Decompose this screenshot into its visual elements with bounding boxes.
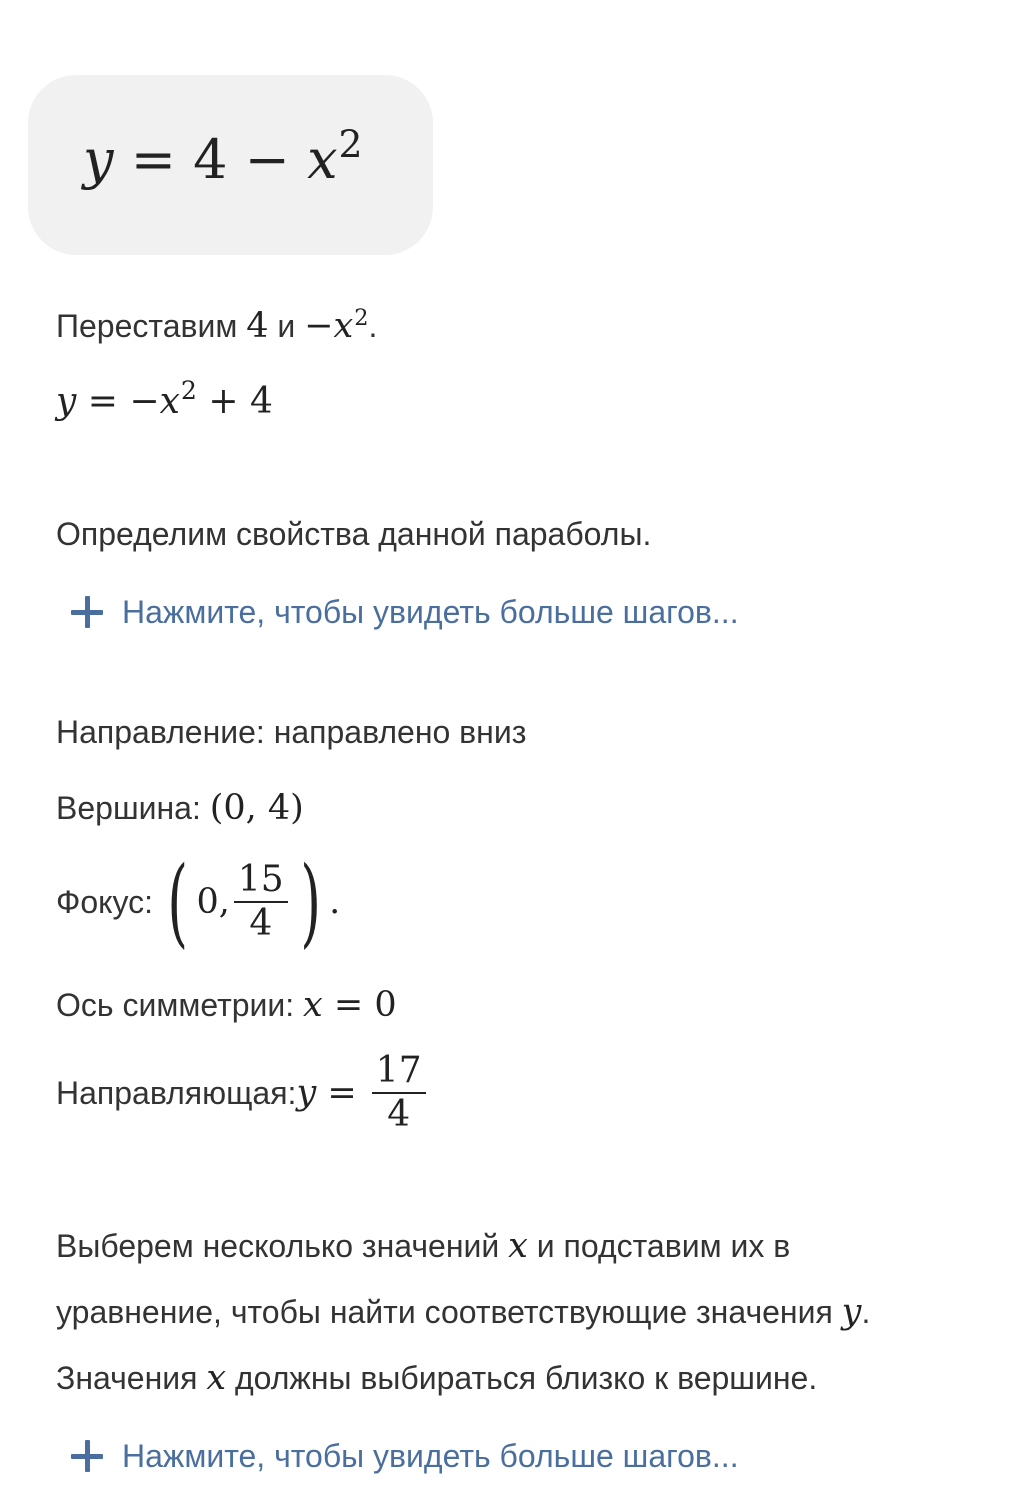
axis-label: Ось симметрии:: [56, 987, 304, 1023]
plus-icon: [70, 595, 104, 629]
step3-line-3: [56, 1358, 817, 1398]
expand-steps-label-1: Нажмите, чтобы увидеть больше шагов...: [122, 594, 739, 630]
eq-const: 4: [193, 128, 228, 191]
vertex-row: [56, 788, 304, 828]
eq-var: x: [307, 128, 338, 191]
focus-close-paren: ): [300, 846, 321, 958]
expand-steps-label-2: Нажмите, чтобы увидеть больше шагов...: [122, 1438, 739, 1474]
focus-label: Фокус:: [56, 883, 154, 920]
step1-result-lhs: y: [56, 381, 77, 422]
directrix-eq: =: [316, 1073, 368, 1113]
step1-var: x: [333, 306, 354, 346]
axis-row: [56, 985, 397, 1025]
step1-result-eq: = −: [76, 381, 160, 422]
focus-row: [56, 846, 341, 958]
step1-text-mid: и: [268, 308, 305, 344]
step3-line1-a: Выберем несколько значений: [56, 1228, 509, 1264]
step3-line2-b: .: [861, 1294, 871, 1330]
focus-x: 0,: [196, 882, 230, 922]
expand-steps-button-1[interactable]: [70, 592, 739, 632]
eq-minus: −: [244, 128, 290, 191]
step3-line-1: [56, 1226, 790, 1266]
step1-text-before: Переставим: [56, 308, 247, 344]
focus-numerator: 15: [237, 859, 284, 900]
step3-line3-var: x: [206, 1358, 227, 1398]
focus-denominator: 4: [249, 903, 273, 944]
eq-exp: 2: [338, 122, 363, 167]
eq-lhs: y: [83, 128, 114, 191]
axis-value: = 0: [322, 985, 397, 1025]
step2-text: Определим свойства данной параболы.: [56, 516, 652, 552]
step3-line2-a: уравнение, чтобы найти соответствующие значения: [56, 1294, 842, 1330]
problem-equation: [83, 122, 363, 197]
directrix-fraction: [372, 1050, 426, 1136]
directrix-row: [56, 1050, 430, 1136]
step1-text-after: .: [368, 308, 378, 344]
step1-result-tail: + 4: [196, 381, 273, 422]
step1-text: [56, 306, 377, 350]
vertex-label: Вершина:: [56, 790, 210, 826]
step1-result-var: x: [159, 381, 180, 422]
axis-var: x: [303, 985, 323, 1025]
vertex-value: (0, 4): [209, 788, 304, 828]
step3-line1-b: и подставим их в: [527, 1228, 791, 1264]
plus-icon: [70, 1439, 104, 1473]
step1-num: 4: [246, 306, 269, 346]
step3-line2-var: y: [841, 1292, 862, 1332]
expand-steps-button-2[interactable]: [70, 1436, 739, 1476]
step1-exp: 2: [354, 304, 369, 331]
directrix-numerator: 17: [375, 1050, 422, 1091]
focus-fraction: [234, 859, 288, 945]
eq-sign: =: [130, 128, 176, 191]
directrix-var: y: [296, 1073, 317, 1113]
step1-neg: −: [304, 306, 334, 346]
step1-result: [56, 376, 273, 427]
focus-period: .: [329, 882, 341, 922]
direction-text: Направление: направлено вниз: [56, 714, 527, 750]
directrix-denominator: 4: [387, 1094, 411, 1135]
step3-line3-b: должны выбираться близко к вершине.: [226, 1360, 818, 1396]
step3-line3-a: Значения: [56, 1360, 207, 1396]
step1-result-exp: 2: [180, 376, 197, 406]
directrix-label: Направляющая:: [56, 1074, 297, 1111]
step3-line-2: [56, 1292, 870, 1332]
step3-line1-var: x: [508, 1226, 528, 1266]
focus-open-paren: (: [167, 846, 189, 958]
